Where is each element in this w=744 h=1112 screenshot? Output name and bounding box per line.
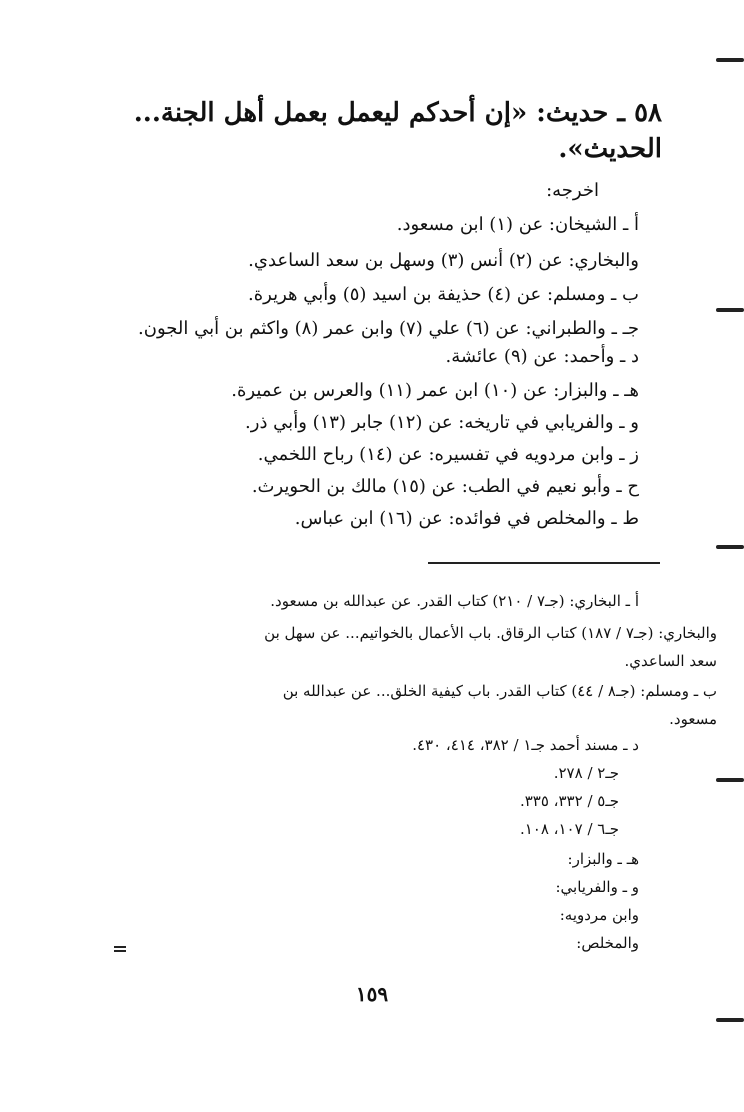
scan-edge-mark	[716, 778, 744, 782]
footnote-separator	[428, 562, 660, 564]
body-line: اخرجه:	[546, 180, 599, 201]
footnote-line: جـ٥ / ٣٣٢، ٣٣٥.	[519, 792, 619, 810]
footnote-line: سعد الساعدي.	[624, 652, 717, 670]
footnote-line: والمخلص:	[576, 934, 639, 952]
footnote-line: هـ ـ والبزار:	[567, 850, 639, 868]
footnote-line: جـ٦ / ١٠٧، ١٠٨.	[519, 820, 619, 838]
scan-edge-mark	[716, 308, 744, 312]
hadith-heading-line-2: الحديث».	[558, 134, 662, 164]
footnote-line: د ـ مسند أحمد جـ١ / ٣٨٢، ٤١٤، ٤٣٠.	[412, 736, 639, 754]
scan-edge-mark	[716, 58, 744, 62]
page-number: ١٥٩	[355, 982, 389, 1006]
scan-edge-mark	[716, 545, 744, 549]
body-line: ز ـ وابن مردويه في تفسيره: عن (١٤) رباح اللخمي.	[257, 444, 639, 465]
body-line: جـ ـ والطبراني: عن (٦) علي (٧) وابن عمر (٨) واكثم بن أبي الجون.	[138, 318, 639, 339]
footnote-line: ب ـ ومسلم: (جـ٨ / ٤٤) كتاب القدر. باب كيفية الخلق... عن عبدالله بن	[282, 682, 717, 700]
double-rule-mark	[114, 946, 126, 952]
footnote-line: جـ٢ / ٢٧٨.	[553, 764, 619, 782]
hadith-heading-line-1: ٥٨ ـ حديث: «إن أحدكم ليعمل بعمل أهل الجنة...	[133, 98, 662, 128]
body-line: ب ـ ومسلم: عن (٤) حذيفة بن اسيد (٥) وأبي هريرة.	[248, 284, 639, 305]
footnote-line: و ـ والفريابي:	[555, 878, 639, 896]
footnote-line: وابن مردويه:	[559, 906, 639, 924]
body-line: هـ ـ والبزار: عن (١٠) ابن عمر (١١) والعرس بن عميرة.	[231, 380, 639, 401]
body-line: ح ـ وأبو نعيم في الطب: عن (١٥) مالك بن الحويرث.	[251, 476, 639, 497]
footnote-line: مسعود.	[669, 710, 717, 728]
body-line: ط ـ والمخلص في فوائده: عن (١٦) ابن عباس.	[294, 508, 639, 529]
body-line: أ ـ الشيخان: عن (١) ابن مسعود.	[396, 214, 639, 235]
scan-edge-mark	[716, 1018, 744, 1022]
body-line: و ـ والفريابي في تاريخه: عن (١٢) جابر (١٣) وأبي ذر.	[245, 412, 639, 433]
footnote-line: أ ـ البخاري: (جـ٧ / ٢١٠) كتاب القدر. عن عبدالله بن مسعود.	[270, 592, 639, 610]
body-line: والبخاري: عن (٢) أنس (٣) وسهل بن سعد الساعدي.	[248, 250, 639, 271]
footnote-line: والبخاري: (جـ٧ / ١٨٧) كتاب الرقاق. باب الأعمال بالخواتيم... عن سهل بن	[264, 624, 717, 642]
body-line: د ـ وأحمد: عن (٩) عائشة.	[445, 346, 639, 367]
